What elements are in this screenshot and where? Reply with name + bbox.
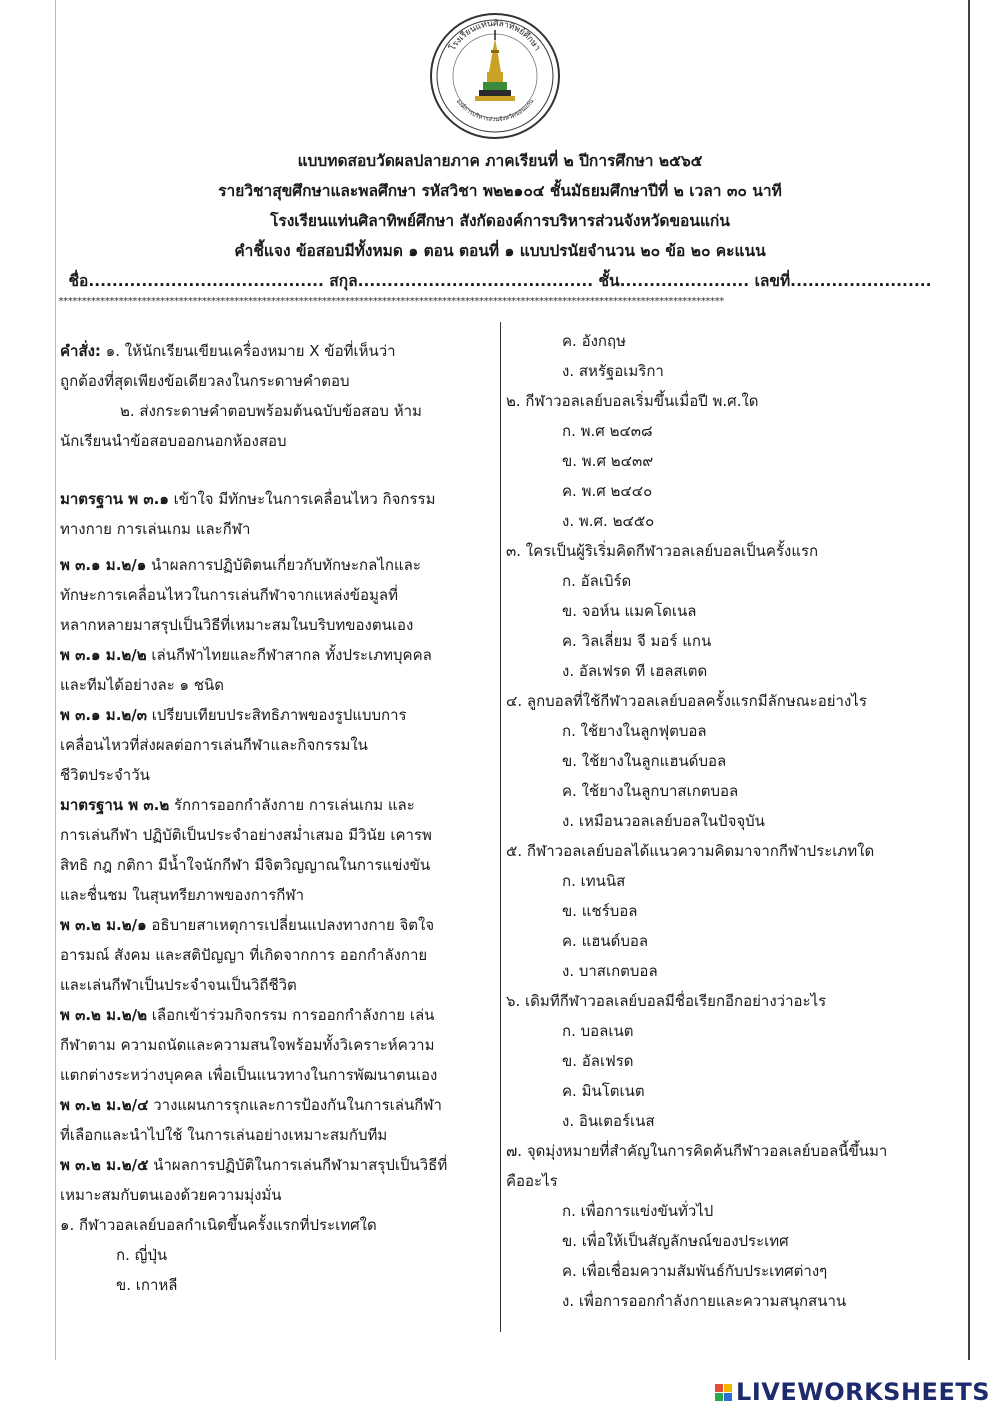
standard-text: การเล่นกีฬา ปฏิบัติเป็นประจำอย่างสม่ำเสมอ มีวินัย เคารพ bbox=[60, 826, 432, 844]
command-line-2b: นักเรียนนำข้อสอบออกนอกห้องสอบ bbox=[60, 432, 287, 450]
q4-option-d: ง. เหมือนวอลเลย์บอลในปัจจุบัน bbox=[562, 812, 765, 830]
question-3: ๓. ใครเป็นผู้ริเริ่มคิดกีฬาวอลเลย์บอลเป็นครั้งแรก bbox=[506, 542, 819, 560]
question-1: ๑. กีฬาวอลเลย์บอลกำเนิดขึ้นครั้งแรกที่ประเทศใด bbox=[60, 1216, 377, 1234]
q5-option-d: ง. บาสเกตบอล bbox=[562, 962, 658, 980]
standard-3-1: มาตรฐาน พ ๓.๑ เข้าใจ มีทักษะในการเคลื่อนไหว กิจกรรม bbox=[60, 490, 436, 508]
q1-option-c: ค. อังกฤษ bbox=[562, 332, 626, 350]
logo-text-bottom: องค์การบริหารส่วนจังหวัดขอนแก่น bbox=[454, 97, 536, 124]
indicator-text: ทักษะการเคลื่อนไหวในการเล่นกีฬาจากแหล่งข้อมูลที่ bbox=[60, 586, 399, 604]
q1-option-b: ข. เกาหลี bbox=[116, 1276, 178, 1294]
q1-option-d: ง. สหรัฐอเมริกา bbox=[562, 362, 664, 380]
q5-option-a: ก. เทนนิส bbox=[562, 872, 626, 890]
q2-option-d: ง. พ.ศ. ๒๔๕๐ bbox=[562, 512, 655, 530]
indicator-3-1-2: พ ๓.๑ ม.๒/๒ เล่นกีฬาไทยและกีฬาสากล ทั้งประเภทบุคคล bbox=[60, 646, 432, 664]
q7-option-b: ข. เพื่อให้เป็นสัญลักษณ์ของประเทศ bbox=[562, 1232, 789, 1250]
page-edge-left bbox=[55, 0, 56, 1360]
q2-option-c: ค. พ.ศ ๒๔๔๐ bbox=[562, 482, 653, 500]
q6-option-c: ค. มินโตเนต bbox=[562, 1082, 645, 1100]
indicator-text: ที่เลือกและนำไปใช้ ในการเล่นอย่างเหมาะสมกับทีม bbox=[60, 1126, 388, 1144]
standard-text: และชื่นชม ในสุนทรียภาพของการกีฬา bbox=[60, 886, 305, 904]
subject-line: รายวิชาสุขศึกษาและพลศึกษา รหัสวิชา พ๒๒๑๐๔ ชั้นมัธยมศึกษาปีที่ ๒ เวลา ๓๐ นาที bbox=[218, 182, 782, 200]
svg-text:องค์การบริหารส่วนจังหวัดขอนแก่ bbox=[455, 98, 536, 123]
standard-3-1-cont: ทางกาย การเล่นเกม และกีฬา bbox=[60, 520, 251, 538]
q7-option-d: ง. เพื่อการออกกำลังกายและความสนุกสนาน bbox=[562, 1292, 847, 1310]
liveworksheets-watermark[interactable] bbox=[715, 1378, 990, 1406]
watermark-text: LIVEWORKSHEETS bbox=[736, 1378, 990, 1406]
instructions-line: คำชี้แจง ข้อสอบมีทั้งหมด ๑ ตอน ตอนที่ ๑ แบบปรนัยจำนวน ๒๐ ข้อ ๒๐ คะแนน bbox=[234, 242, 766, 260]
q5-option-b: ข. แชร์บอล bbox=[562, 902, 638, 920]
question-7-cont: คืออะไร bbox=[506, 1172, 558, 1190]
pagoda-icon bbox=[475, 30, 515, 101]
indicator-3-2-2: พ ๓.๒ ม.๒/๒ เลือกเข้าร่วมกิจกรรม การออกกำลังกาย เล่น bbox=[60, 1006, 435, 1024]
question-2: ๒. กีฬาวอลเลย์บอลเริ่มขึ้นเมื่อปี พ.ศ.ใด bbox=[506, 392, 759, 410]
q5-option-c: ค. แฮนด์บอล bbox=[562, 932, 649, 950]
right-column bbox=[506, 326, 946, 1316]
q6-option-b: ข. อัลเฟรด bbox=[562, 1052, 634, 1070]
indicator-3-1-3: พ ๓.๑ ม.๒/๓ เปรียบเทียบประสิทธิภาพของรูปแบบการ bbox=[60, 706, 407, 724]
command-line-1: คำสั่ง: ๑. ให้นักเรียนเขียนเครื่องหมาย X ข้อที่เห็นว่า bbox=[60, 342, 396, 360]
standard-3-2: มาตรฐาน พ ๓.๒ รักการออกกำลังกาย การเล่นเกม และ bbox=[60, 796, 415, 814]
indicator-text: เหมาะสมกับตนเองด้วยความมุ่งมั่น bbox=[60, 1186, 282, 1204]
q2-option-b: ข. พ.ศ ๒๔๓๙ bbox=[562, 452, 654, 470]
q2-option-a: ก. พ.ศ ๒๔๓๘ bbox=[562, 422, 653, 440]
command-line-2: ๒. ส่งกระดาษคำตอบพร้อมต้นฉบับข้อสอบ ห้าม bbox=[120, 402, 422, 420]
star-separator: ************************************************************************************************************************************************ bbox=[58, 296, 724, 307]
q7-option-c: ค. เพื่อเชื่อมความสัมพันธ์กับประเทศต่างๆ bbox=[562, 1262, 828, 1280]
left-column bbox=[60, 336, 498, 1300]
school-logo bbox=[425, 10, 565, 142]
indicator-text: และเล่นกีฬาเป็นประจำจนเป็นวิถีชีวิต bbox=[60, 976, 297, 994]
liveworksheets-logo-icon bbox=[715, 1384, 732, 1401]
indicator-3-2-4: พ ๓.๒ ม.๒/๔ วางแผนการรุกและการป้องกันในการเล่นกีฬา bbox=[60, 1096, 442, 1114]
standard-text: สิทธิ กฎ กติกา มีน้ำใจนักกีฬา มีจิตวิญญาณในการแข่งขัน bbox=[60, 856, 431, 874]
indicator-text: กีฬาตาม ความถนัดและความสนใจพร้อมทั้งวิเคราะห์ความ bbox=[60, 1036, 435, 1054]
spacer bbox=[60, 456, 498, 484]
q4-option-c: ค. ใช้ยางในลูกบาสเกตบอล bbox=[562, 782, 739, 800]
indicator-text: หลากหลายมาสรุปเป็นวิธีที่เหมาะสมในบริบทของตนเอง bbox=[60, 616, 414, 634]
question-7: ๗. จุดมุ่งหมายที่สำคัญในการคิดค้นกีฬาวอลเลย์บอลนี้ขึ้นมา bbox=[506, 1142, 888, 1160]
q7-option-a: ก. เพื่อการแข่งขันทั่วไป bbox=[562, 1202, 714, 1220]
q3-option-c: ค. วิลเลี่ยม จี มอร์ แกน bbox=[562, 632, 712, 650]
q3-option-d: ง. อัลเฟรด ที เฮลสเตด bbox=[562, 662, 708, 680]
exam-title: แบบทดสอบวัดผลปลายภาค ภาคเรียนที่ ๒ ปีการศึกษา ๒๕๖๕ bbox=[297, 152, 703, 170]
q4-option-a: ก. ใช้ยางในลูกฟุตบอล bbox=[562, 722, 707, 740]
indicator-text: และทีมได้อย่างละ ๑ ชนิด bbox=[60, 676, 225, 694]
logo-text-top: โรงเรียนแท่นศิลาทิพย์ศึกษา bbox=[447, 18, 543, 53]
indicator-text: เคลื่อนไหวที่ส่งผลต่อการเล่นกีฬาและกิจกรรมใน bbox=[60, 736, 368, 754]
student-info-row: ชื่อ........................................ สกุล........................................ ชั้น...................... เลขที่........................ bbox=[68, 272, 932, 290]
q6-option-d: ง. อินเตอร์เนส bbox=[562, 1112, 655, 1130]
command-line-1b: ถูกต้องที่สุดเพียงข้อเดียวลงในกระดาษคำตอบ bbox=[60, 372, 350, 390]
question-5: ๕. กีฬาวอลเลย์บอลได้แนวความคิดมาจากกีฬาประเภทใด bbox=[506, 842, 875, 860]
q1-option-a: ก. ญี่ปุ่น bbox=[116, 1246, 168, 1264]
q3-option-b: ข. จอห์น แมคโดเนล bbox=[562, 602, 697, 620]
q4-option-b: ข. ใช้ยางในลูกแฮนด์บอล bbox=[562, 752, 727, 770]
q3-option-a: ก. อัลเบิร์ด bbox=[562, 572, 632, 590]
question-6: ๖. เดิมทีกีฬาวอลเลย์บอลมีชื่อเรียกอีกอย่างว่าอะไร bbox=[506, 992, 827, 1010]
indicator-3-2-5: พ ๓.๒ ม.๒/๕ นำผลการปฏิบัติในการเล่นกีฬามาสรุปเป็นวิธีที่ bbox=[60, 1156, 448, 1174]
indicator-text: แตกต่างระหว่างบุคคล เพื่อเป็นแนวทางในการพัฒนาตนเอง bbox=[60, 1066, 438, 1084]
question-4: ๔. ลูกบอลที่ใช้กีฬาวอลเลย์บอลครั้งแรกมีลักษณะอย่างไร bbox=[506, 692, 867, 710]
column-divider bbox=[500, 322, 501, 1332]
page-edge-right bbox=[968, 0, 970, 1360]
indicator-text: อารมณ์ สังคม และสติปัญญา ที่เกิดจากการ ออกกำลังกาย bbox=[60, 946, 428, 964]
school-line: โรงเรียนแท่นศิลาทิพย์ศึกษา สังกัดองค์การบริหารส่วนจังหวัดขอนแก่น bbox=[270, 212, 730, 230]
indicator-text: ชีวิตประจำวัน bbox=[60, 766, 150, 784]
indicator-3-1-1: พ ๓.๑ ม.๒/๑ นำผลการปฏิบัติตนเกี่ยวกับทักษะกลไกและ bbox=[60, 556, 421, 574]
q6-option-a: ก. บอลเนต bbox=[562, 1022, 634, 1040]
indicator-3-2-1: พ ๓.๒ ม.๒/๑ อธิบายสาเหตุการเปลี่ยนแปลงทางกาย จิตใจ bbox=[60, 916, 435, 934]
